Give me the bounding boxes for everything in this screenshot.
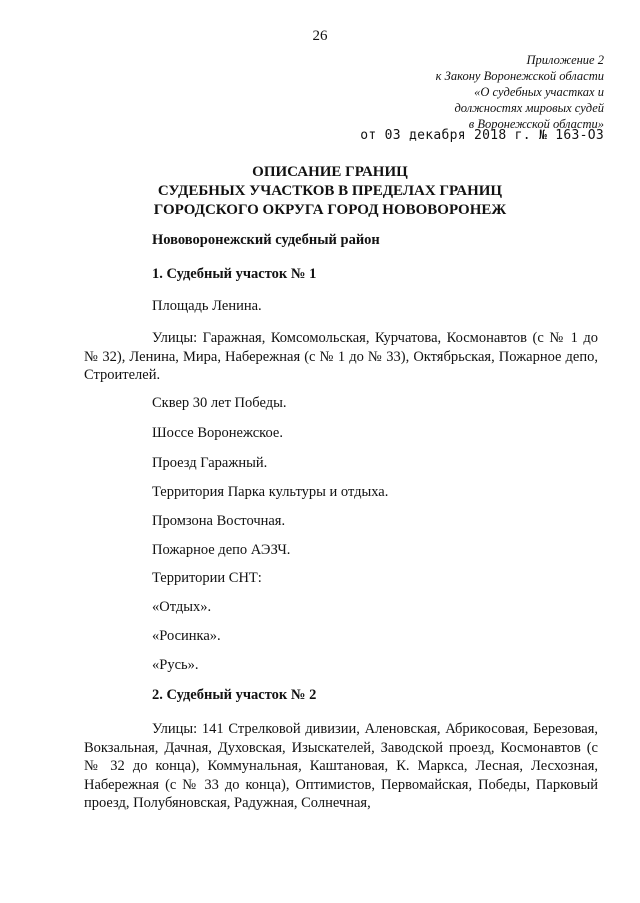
district-heading: Нововоронежский судебный район bbox=[152, 232, 380, 248]
title-line: ОПИСАНИЕ ГРАНИЦ bbox=[252, 164, 408, 180]
appendix-line: должностях мировых судей bbox=[454, 101, 604, 115]
list-item: «Русь». bbox=[152, 657, 199, 673]
streets-paragraph: Улицы: 141 Стрелковой дивизии, Аленовская, Абрикосовая, Березовая, Вокзальная, Дачная, Духовская, Изыскателей, Заводской проезд, Космонавтов (с № 32 до конца), Коммунальная, Каштановая, К. Маркса, Лесная, Лесхозная, Набережная (с № 33 до конца), Оптимистов, Первомайская, Победы, Парковый проезд, Полубяновская, Радужная, Солнечная, bbox=[84, 721, 598, 811]
title-line: ГОРОДСКОГО ОКРУГА ГОРОД НОВОВОРОНЕЖ bbox=[153, 202, 507, 218]
appendix-line: в Воронежской области» bbox=[468, 117, 604, 131]
list-item: Территории СНТ: bbox=[152, 570, 262, 586]
page-number: 26 bbox=[312, 28, 328, 44]
adoption-stamp: от 03 декабря 2018 г. № 163-ОЗ bbox=[360, 128, 604, 143]
streets-paragraph: Улицы: Гаражная, Комсомольская, Курчатова, Космонавтов (с № 1 до № 32), Ленина, Мира, Набережная (с № 1 до № 33), Октябрьская, Пожарное депо, Строителей. bbox=[84, 330, 598, 383]
list-item: Территория Парка культуры и отдыха. bbox=[152, 484, 389, 500]
title-line: СУДЕБНЫХ УЧАСТКОВ В ПРЕДЕЛАХ ГРАНИЦ bbox=[157, 183, 503, 199]
list-item: Промзона Восточная. bbox=[152, 513, 286, 529]
appendix-line: к Закону Воронежской области bbox=[435, 69, 604, 83]
paragraph: Площадь Ленина. bbox=[152, 298, 262, 314]
appendix-line: «О судебных участках и bbox=[474, 85, 604, 99]
list-item: «Росинка». bbox=[152, 628, 221, 644]
list-item: Проезд Гаражный. bbox=[152, 455, 268, 471]
section-heading: 1. Судебный участок № 1 bbox=[152, 266, 317, 282]
appendix-line: Приложение 2 bbox=[526, 53, 604, 67]
list-item: Шоссе Воронежское. bbox=[152, 425, 283, 441]
list-item: Сквер 30 лет Победы. bbox=[152, 395, 287, 411]
document-title bbox=[60, 163, 600, 220]
list-item: Пожарное депо АЭЗЧ. bbox=[152, 542, 291, 558]
list-item: «Отдых». bbox=[152, 599, 212, 615]
section-heading: 2. Судебный участок № 2 bbox=[152, 687, 317, 703]
appendix-note bbox=[304, 52, 604, 132]
